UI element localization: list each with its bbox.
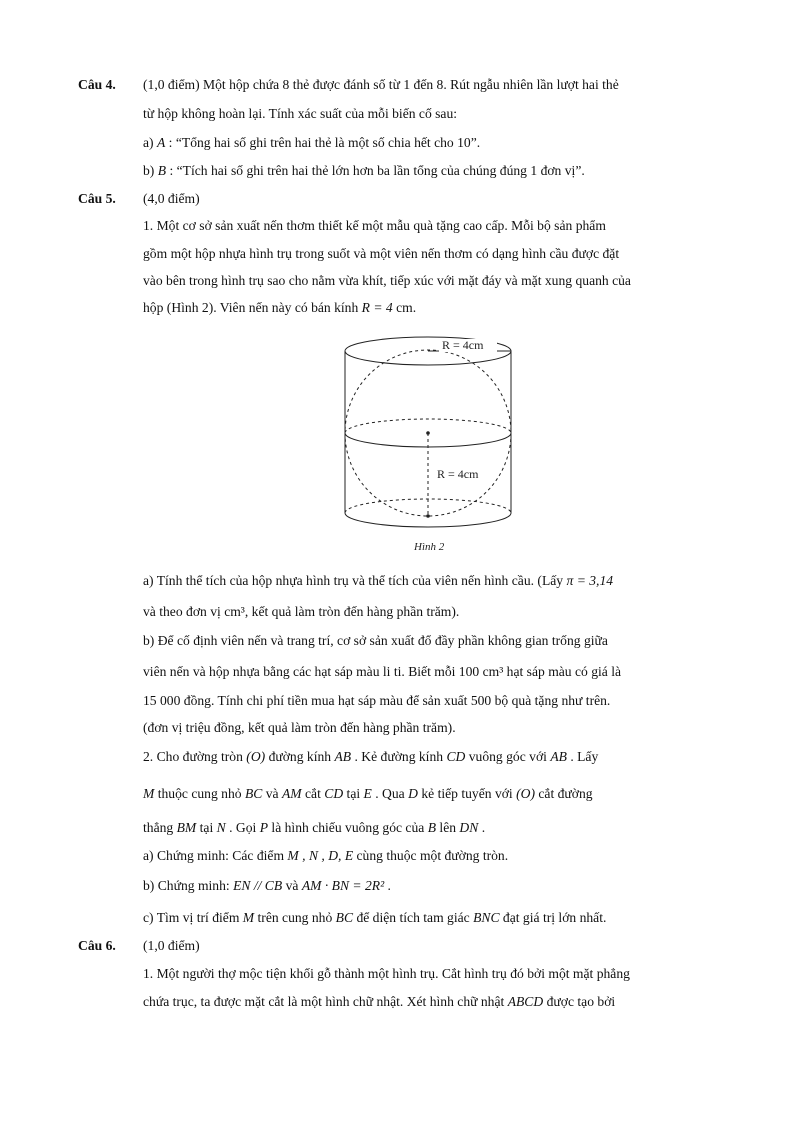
text-span: và xyxy=(262,786,282,801)
figure-drawing xyxy=(338,333,520,561)
text-span: đạt giá trị lớn nhất. xyxy=(499,910,607,925)
text-span: là hình chiếu vuông góc của xyxy=(268,820,428,835)
cylinder-sphere-figure xyxy=(338,333,520,561)
bottom-center-point xyxy=(426,514,430,518)
text-span: a) Chứng minh: Các điểm xyxy=(143,848,288,863)
math-span: M xyxy=(143,786,155,801)
question-6-line-1: 1. Một người thợ mộc tiện khối gỗ thành một hình trụ. Cắt hình trụ đó bởi một mặt phẳng xyxy=(143,966,630,981)
question-5-para2-line-3 xyxy=(143,820,485,836)
question-5-part-b-line-2 xyxy=(143,664,621,680)
text-span: được tạo bởi xyxy=(543,994,616,1009)
text-span: 2. Cho đường tròn xyxy=(143,749,247,764)
text-span: để diện tích tam giác xyxy=(353,910,474,925)
question-5-para2-part-a xyxy=(143,848,508,864)
text-span: , kết quả làm tròn đến hàng phần trăm). xyxy=(244,604,460,619)
question-5-label: Câu 5. xyxy=(78,191,116,206)
question-5-para1-line-3: vào bên trong hình trụ sao cho nằm vừa khít, tiếp xúc với mặt đáy và mặt xung quanh của xyxy=(143,273,631,288)
event-b-symbol: B xyxy=(157,163,167,178)
part-b-text: : “Tích hai số ghi trên hai thẻ lớn hơn ba lần tổng của chúng đúng 1 đơn vị”. xyxy=(166,163,585,178)
question-5-para1-line-4 xyxy=(143,300,416,316)
math-span: CD xyxy=(324,786,344,801)
math-span: D xyxy=(408,786,418,801)
math-span: P xyxy=(259,820,269,835)
middle-ellipse-back xyxy=(345,419,511,433)
math-span: AB xyxy=(550,749,567,764)
math-span: DN xyxy=(459,820,479,835)
text-span: . xyxy=(384,878,391,893)
math-span: BC xyxy=(244,786,263,801)
text-span: cắt xyxy=(301,786,325,801)
math-span: B xyxy=(427,820,437,835)
text-span: a) Tính thể tích của hộp nhựa hình trụ và thể tích của viên nến hình cầu. (Lấy xyxy=(143,573,567,588)
text-span: . Qua xyxy=(371,786,409,801)
question-6-label: Câu 6. xyxy=(78,938,116,953)
sphere-center-point xyxy=(426,431,430,435)
part-b-prefix: b) xyxy=(143,163,158,178)
text-span: kẻ tiếp tuyến với xyxy=(417,786,517,801)
text-span: . xyxy=(478,820,486,835)
math-span: N xyxy=(216,820,226,835)
text-span: . Lấy xyxy=(566,749,599,764)
math-span: BM xyxy=(176,820,197,835)
question-5-para2-part-c xyxy=(143,910,606,926)
part-a-text: : “Tổng hai số ghi trên hai thẻ là một số chia hết cho 10”. xyxy=(165,135,481,150)
text-span: và xyxy=(282,878,302,893)
question-5-part-b-line-3: 15 000 đồng. Tính chi phí tiền mua hạt sáp màu để sản xuất 500 bộ quà tặng như trên. xyxy=(143,693,611,708)
question-5-part-b-line-1: b) Để cố định viên nến và trang trí, cơ sở sản xuất đổ đầy phần không gian trống giữa xyxy=(143,633,608,648)
text-span: trên cung nhỏ xyxy=(254,910,336,925)
text-span: tại xyxy=(196,820,217,835)
text-span: c) Tìm vị trí điểm xyxy=(143,910,243,925)
math-span: M xyxy=(242,910,255,925)
question-4-label: Câu 4. xyxy=(78,77,116,92)
vertical-radius-label: R = 4cm xyxy=(437,467,479,481)
math-span: (O) xyxy=(246,749,266,764)
unit-cm3: cm³ xyxy=(482,664,504,679)
question-5-part-a-line-1 xyxy=(143,573,613,589)
figure-caption: Hình 2 xyxy=(414,541,445,553)
text-span: b) Chứng minh: xyxy=(143,878,234,893)
event-a-symbol: A xyxy=(156,135,166,150)
text-span: đường kính xyxy=(265,749,335,764)
part-a-prefix: a) xyxy=(143,135,157,150)
math-span: M , N , D, E xyxy=(287,848,354,863)
math-span: BC xyxy=(335,910,354,925)
radius-formula: R = 4 xyxy=(361,300,393,315)
question-6-line-2 xyxy=(143,994,615,1010)
unit-cm3: cm³ xyxy=(224,604,245,619)
text-span: . Gọi xyxy=(225,820,260,835)
question-4-line-1: (1,0 điểm) Một hộp chứa 8 thẻ được đánh số từ 1 đến 8. Rút ngẫu nhiên lần lượt hai thẻ xyxy=(143,77,619,92)
question-5-para1-line-1: 1. Một cơ sở sản xuất nến thơm thiết kế một mẫu quà tặng cao cấp. Mỗi bộ sản phẩm xyxy=(143,218,606,233)
math-span: AM xyxy=(281,786,302,801)
question-5-points: (4,0 điểm) xyxy=(143,191,200,206)
math-span: E xyxy=(363,786,372,801)
question-5-para1-line-2: gồm một hộp nhựa hình trụ trong suốt và một viên nến thơm có dạng hình cầu được đặt xyxy=(143,246,620,261)
question-4-part-b xyxy=(143,163,585,179)
question-5-para2-line-1 xyxy=(143,749,598,765)
text-span: . Kẻ đường kính xyxy=(351,749,447,764)
text-span: cm. xyxy=(392,300,417,315)
question-5-para2-part-b xyxy=(143,878,391,894)
text-span: tại xyxy=(343,786,364,801)
math-span: AB xyxy=(334,749,352,764)
question-5-part-b-line-4: (đơn vị triệu đồng, kết quả làm tròn đến hàng phần trăm). xyxy=(143,720,456,735)
math-span: CD xyxy=(446,749,466,764)
pi-value: π = 3,14 xyxy=(566,573,614,588)
text-span: chứa trục, ta được mặt cắt là một hình chữ nhật. Xét hình chữ nhật xyxy=(143,994,508,1009)
text-span: cùng thuộc một đường tròn. xyxy=(353,848,509,863)
math-span: AM · BN = 2R² xyxy=(301,878,385,893)
text-span: thuộc cung nhỏ xyxy=(154,786,245,801)
question-5-para2-line-2 xyxy=(143,786,593,802)
question-6-points: (1,0 điểm) xyxy=(143,938,200,953)
text-span: cắt đường xyxy=(534,786,593,801)
text-span: lên xyxy=(436,820,460,835)
text-span: hạt sáp màu có giá là xyxy=(503,664,622,679)
math-span: ABCD xyxy=(507,994,544,1009)
text-span: hộp (Hình 2). Viên nến này có bán kính xyxy=(143,300,362,315)
top-radius-label: R = 4cm xyxy=(442,338,484,352)
question-5-part-a-line-2 xyxy=(143,604,459,620)
text-span: viên nến và hộp nhựa bằng các hạt sáp màu li ti. Biết mỗi 100 xyxy=(143,664,483,679)
math-span: (O) xyxy=(516,786,535,801)
text-span: thẳng xyxy=(143,820,177,835)
text-span: vuông góc với xyxy=(465,749,551,764)
text-span: và theo đơn vị xyxy=(143,604,225,619)
math-span: BNC xyxy=(473,910,500,925)
math-span: EN // CB xyxy=(233,878,283,893)
question-4-part-a xyxy=(143,135,480,151)
question-4-line-2: từ hộp không hoàn lại. Tính xác suất của mỗi biến cố sau: xyxy=(143,106,458,121)
